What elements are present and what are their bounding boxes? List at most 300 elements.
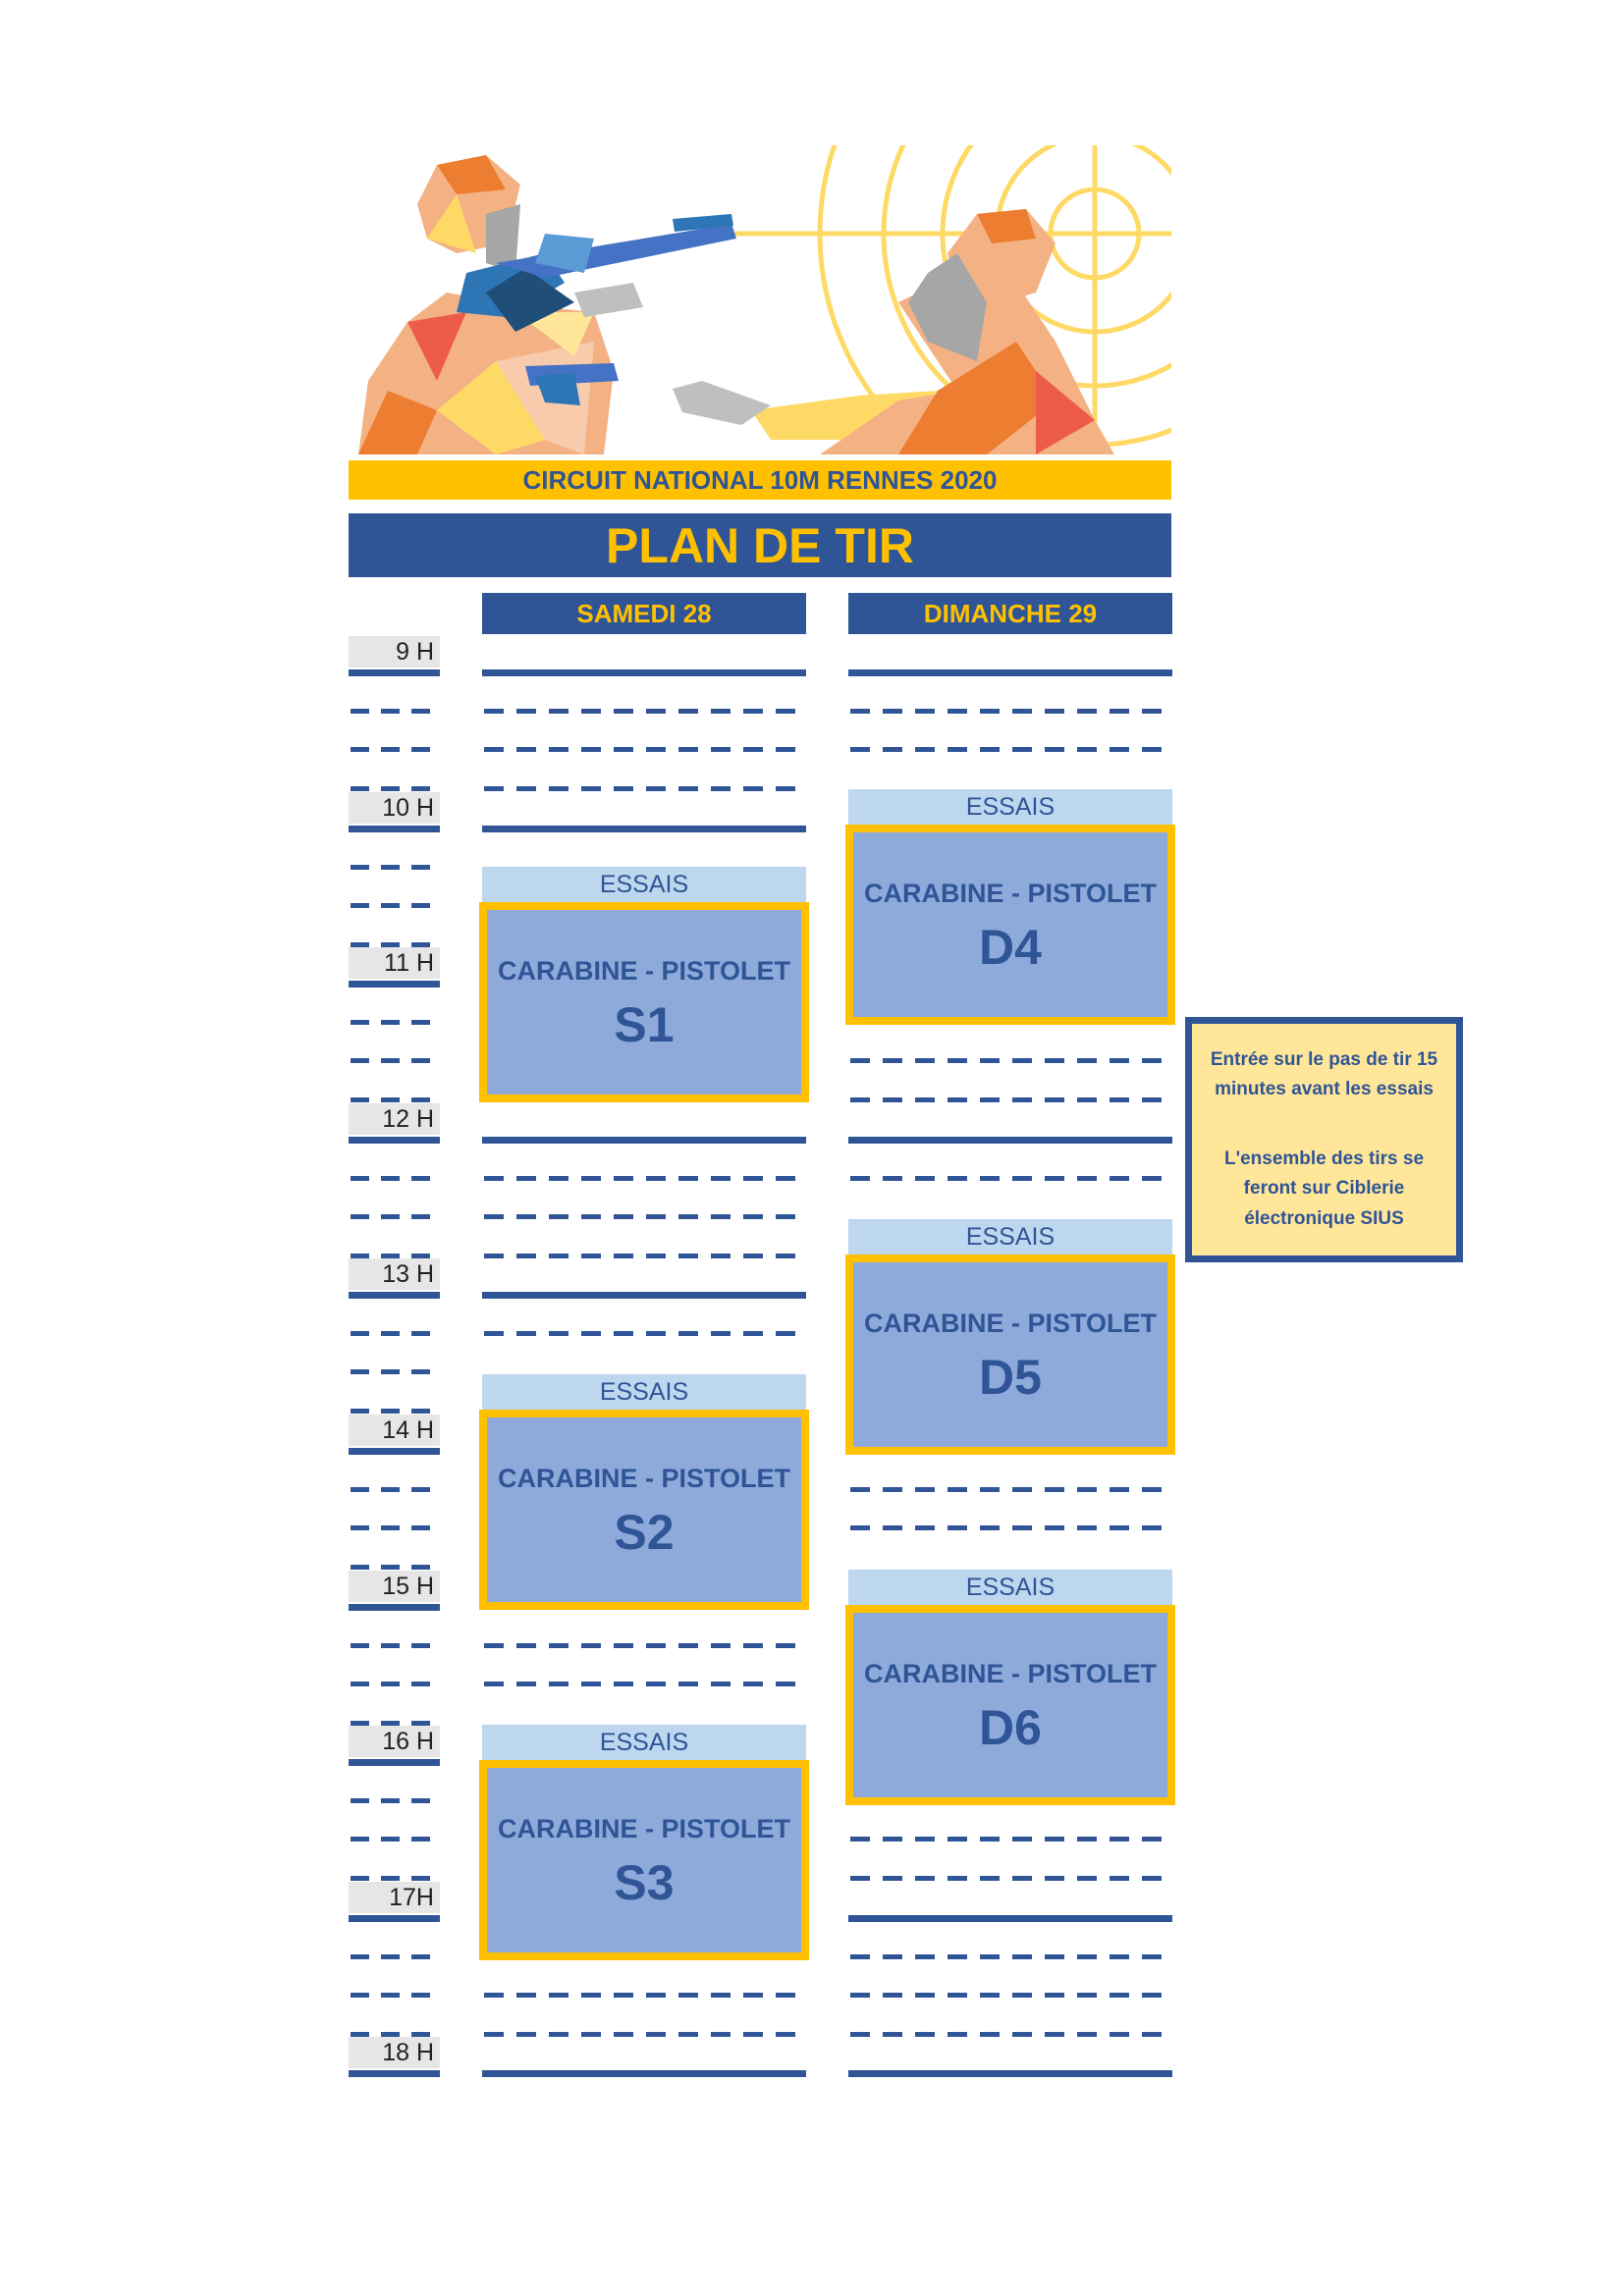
quarter-dash [549, 786, 568, 791]
quarter-dash [646, 1993, 666, 1998]
quarter-dash [776, 2032, 795, 2037]
essais-bar-s3: ESSAIS [482, 1725, 806, 1760]
quarter-dash [776, 709, 795, 714]
quarter-dash [549, 1331, 568, 1336]
quarter-dash [883, 1876, 902, 1881]
quarter-dash [581, 786, 601, 791]
quarter-dash [678, 1643, 698, 1648]
session-type: CARABINE - PISTOLET [497, 955, 790, 986]
quarter-dash [711, 1682, 731, 1686]
quarter-dash [646, 1643, 666, 1648]
essais-bar-s2: ESSAIS [482, 1374, 806, 1410]
quarter-dash [1142, 1954, 1162, 1959]
session-code: S3 [614, 1854, 675, 1910]
quarter-dash [1142, 709, 1162, 714]
quarter-dash [1077, 747, 1097, 752]
quarter-dash [411, 1798, 430, 1803]
quarter-dash [850, 1525, 870, 1530]
hour-line [848, 1915, 1172, 1922]
quarter-dash [411, 1682, 430, 1686]
quarter-dash [947, 1176, 967, 1181]
quarter-dash [351, 1682, 369, 1686]
quarter-dash [411, 1058, 430, 1063]
quarter-dash [1142, 1876, 1162, 1881]
quarter-dash [711, 1214, 731, 1219]
quarter-dash [351, 709, 369, 714]
quarter-dash [381, 786, 400, 791]
session-code: D6 [979, 1699, 1042, 1755]
quarter-dash [1142, 1176, 1162, 1181]
quarter-dash [915, 1837, 935, 1842]
quarter-dash [516, 747, 536, 752]
hour-line [482, 669, 806, 676]
quarter-dash [411, 1993, 430, 1998]
quarter-dash [915, 1058, 935, 1063]
quarter-dash [549, 1682, 568, 1686]
quarter-dash [776, 1176, 795, 1181]
note-electronic-targets: L'ensemble des tirs se feront sur Ciblerie électronique SIUS [1223, 1148, 1425, 1229]
hour-label: 17H [349, 1882, 440, 1913]
quarter-dash [411, 786, 430, 791]
quarter-dash [883, 747, 902, 752]
quarter-dash [614, 1643, 633, 1648]
hour-line [848, 669, 1172, 676]
quarter-dash [743, 1682, 763, 1686]
quarter-dash [1110, 1525, 1129, 1530]
quarter-dash [776, 1643, 795, 1648]
quarter-dash [411, 709, 430, 714]
quarter-dash [850, 709, 870, 714]
quarter-dash [1045, 1993, 1064, 1998]
quarter-dash [381, 1798, 400, 1803]
quarter-dash [1045, 1876, 1064, 1881]
quarter-dash [516, 1682, 536, 1686]
quarter-dash [743, 2032, 763, 2037]
quarter-dash [915, 1993, 935, 1998]
quarter-dash [484, 709, 504, 714]
hour-line [482, 826, 806, 832]
quarter-dash [549, 1643, 568, 1648]
quarter-dash [1012, 747, 1032, 752]
quarter-dash [351, 1020, 369, 1025]
quarter-dash [646, 1331, 666, 1336]
quarter-dash [1077, 1097, 1097, 1102]
quarter-dash [351, 1176, 369, 1181]
quarter-dash [516, 2032, 536, 2037]
hour-label: 18 H [349, 2037, 440, 2068]
quarter-dash [516, 1643, 536, 1648]
quarter-dash [711, 1993, 731, 1998]
day-header-saturday: SAMEDI 28 [482, 593, 806, 634]
quarter-dash [1012, 1058, 1032, 1063]
quarter-dash [351, 1876, 369, 1881]
quarter-dash [776, 1682, 795, 1686]
quarter-dash [1077, 1876, 1097, 1881]
quarter-dash [646, 747, 666, 752]
quarter-dash [1142, 1487, 1162, 1492]
quarter-dash [381, 1954, 400, 1959]
quarter-dash [484, 2032, 504, 2037]
quarter-dash [614, 2032, 633, 2037]
quarter-dash [883, 1176, 902, 1181]
quarter-dash [1045, 1097, 1064, 1102]
quarter-dash [711, 786, 731, 791]
quarter-dash [351, 1643, 369, 1648]
quarter-dash [614, 709, 633, 714]
quarter-dash [711, 2032, 731, 2037]
quarter-dash [351, 865, 369, 870]
quarter-dash [351, 1525, 369, 1530]
quarter-dash [549, 747, 568, 752]
quarter-dash [947, 747, 967, 752]
quarter-dash [915, 1176, 935, 1181]
quarter-dash [614, 1331, 633, 1336]
hour-label: 14 H [349, 1415, 440, 1446]
essais-bar-s1: ESSAIS [482, 867, 806, 902]
quarter-dash [980, 1876, 1000, 1881]
quarter-dash [411, 1525, 430, 1530]
quarter-dash [484, 1176, 504, 1181]
quarter-dash [581, 2032, 601, 2037]
quarter-dash [850, 1993, 870, 1998]
session-type: CARABINE - PISTOLET [497, 1813, 790, 1843]
quarter-dash [883, 1837, 902, 1842]
quarter-dash [1045, 1487, 1064, 1492]
quarter-dash [915, 1487, 935, 1492]
quarter-dash [381, 1993, 400, 1998]
quarter-dash [614, 1214, 633, 1219]
session-code: S2 [614, 1504, 675, 1560]
quarter-dash [516, 1254, 536, 1258]
quarter-dash [1045, 1058, 1064, 1063]
quarter-dash [411, 1020, 430, 1025]
quarter-dash [1110, 1954, 1129, 1959]
quarter-dash [1110, 2032, 1129, 2037]
quarter-dash [1142, 1058, 1162, 1063]
quarter-dash [516, 709, 536, 714]
quarter-dash [646, 709, 666, 714]
hour-line [482, 1292, 806, 1299]
quarter-dash [351, 1331, 369, 1336]
quarter-dash [776, 1331, 795, 1336]
quarter-dash [678, 1214, 698, 1219]
quarter-dash [1110, 1993, 1129, 1998]
shooters-illustration [349, 145, 1171, 454]
quarter-dash [711, 1643, 731, 1648]
hour-line [349, 981, 440, 988]
session-s1 [479, 902, 809, 1102]
quarter-dash [381, 1176, 400, 1181]
quarter-dash [743, 747, 763, 752]
quarter-dash [581, 709, 601, 714]
quarter-dash [1077, 1954, 1097, 1959]
quarter-dash [484, 1682, 504, 1686]
quarter-dash [850, 1837, 870, 1842]
quarter-dash [646, 1254, 666, 1258]
quarter-dash [947, 2032, 967, 2037]
quarter-dash [484, 747, 504, 752]
quarter-dash [1110, 1837, 1129, 1842]
quarter-dash [883, 1954, 902, 1959]
quarter-dash [1077, 2032, 1097, 2037]
quarter-dash [411, 1331, 430, 1336]
quarter-dash [516, 1331, 536, 1336]
quarter-dash [381, 1097, 400, 1102]
hour-line [349, 669, 440, 676]
quarter-dash [1045, 1954, 1064, 1959]
event-title-banner: CIRCUIT NATIONAL 10M RENNES 2020 [349, 460, 1171, 500]
quarter-dash [1012, 1876, 1032, 1881]
quarter-dash [614, 747, 633, 752]
session-d6 [845, 1605, 1175, 1805]
quarter-dash [381, 1837, 400, 1842]
quarter-dash [980, 1837, 1000, 1842]
session-code: S1 [614, 996, 675, 1052]
quarter-dash [1142, 1993, 1162, 1998]
quarter-dash [351, 903, 369, 908]
hour-line [482, 1137, 806, 1144]
quarter-dash [678, 1254, 698, 1258]
quarter-dash [411, 1954, 430, 1959]
quarter-dash [947, 1837, 967, 1842]
quarter-dash [1012, 1097, 1032, 1102]
hour-line [349, 1137, 440, 1144]
quarter-dash [980, 1993, 1000, 1998]
quarter-dash [411, 1643, 430, 1648]
quarter-dash [549, 709, 568, 714]
quarter-dash [351, 1993, 369, 1998]
quarter-dash [743, 1176, 763, 1181]
quarter-dash [646, 1176, 666, 1181]
quarter-dash [1012, 1176, 1032, 1181]
quarter-dash [678, 1176, 698, 1181]
quarter-dash [678, 1682, 698, 1686]
quarter-dash [381, 1643, 400, 1648]
info-note [1185, 1017, 1463, 1262]
quarter-dash [1110, 1487, 1129, 1492]
quarter-dash [1110, 1176, 1129, 1181]
hour-line [349, 1292, 440, 1299]
quarter-dash [411, 1369, 430, 1374]
session-type: CARABINE - PISTOLET [863, 878, 1157, 908]
quarter-dash [980, 1487, 1000, 1492]
hour-line [848, 2070, 1172, 2077]
hour-label: 9 H [349, 636, 440, 667]
note-entry: Entrée sur le pas de tir 15 minutes avant les essais [1210, 1049, 1438, 1100]
quarter-dash [381, 1487, 400, 1492]
quarter-dash [381, 1331, 400, 1336]
quarter-dash [1077, 1176, 1097, 1181]
quarter-dash [850, 1176, 870, 1181]
quarter-dash [1077, 1837, 1097, 1842]
hour-line [349, 826, 440, 832]
essais-bar-d6: ESSAIS [848, 1570, 1172, 1605]
quarter-dash [549, 1993, 568, 1998]
quarter-dash [411, 903, 430, 908]
quarter-dash [581, 747, 601, 752]
quarter-dash [381, 865, 400, 870]
quarter-dash [581, 1176, 601, 1181]
quarter-dash [1077, 1487, 1097, 1492]
quarter-dash [711, 1176, 731, 1181]
session-type: CARABINE - PISTOLET [863, 1658, 1157, 1688]
quarter-dash [1142, 1097, 1162, 1102]
quarter-dash [614, 1993, 633, 1998]
quarter-dash [850, 1097, 870, 1102]
quarter-dash [381, 903, 400, 908]
quarter-dash [381, 1020, 400, 1025]
hour-label: 13 H [349, 1258, 440, 1290]
quarter-dash [411, 1876, 430, 1881]
quarter-dash [484, 1993, 504, 1998]
day-header-sunday: DIMANCHE 29 [848, 593, 1172, 634]
hour-line [349, 1759, 440, 1766]
quarter-dash [915, 709, 935, 714]
session-code: D5 [979, 1349, 1042, 1405]
quarter-dash [980, 747, 1000, 752]
quarter-dash [678, 747, 698, 752]
quarter-dash [947, 1097, 967, 1102]
quarter-dash [581, 1682, 601, 1686]
quarter-dash [516, 1214, 536, 1219]
quarter-dash [381, 1565, 400, 1570]
quarter-dash [980, 1525, 1000, 1530]
quarter-dash [351, 1565, 369, 1570]
quarter-dash [711, 747, 731, 752]
quarter-dash [947, 1876, 967, 1881]
session-type: CARABINE - PISTOLET [497, 1463, 790, 1493]
session-d5 [845, 1255, 1175, 1455]
hour-line [349, 1448, 440, 1455]
quarter-dash [646, 1682, 666, 1686]
quarter-dash [850, 2032, 870, 2037]
hour-label: 10 H [349, 792, 440, 824]
quarter-dash [381, 747, 400, 752]
quarter-dash [743, 1254, 763, 1258]
quarter-dash [1077, 1993, 1097, 1998]
quarter-dash [1012, 2032, 1032, 2037]
quarter-dash [549, 1254, 568, 1258]
quarter-dash [614, 1254, 633, 1258]
quarter-dash [381, 1682, 400, 1686]
quarter-dash [1077, 709, 1097, 714]
quarter-dash [1045, 1525, 1064, 1530]
quarter-dash [381, 1369, 400, 1374]
quarter-dash [776, 747, 795, 752]
quarter-dash [1110, 1876, 1129, 1881]
quarter-dash [711, 709, 731, 714]
quarter-dash [743, 1331, 763, 1336]
quarter-dash [850, 1058, 870, 1063]
quarter-dash [743, 1643, 763, 1648]
quarter-dash [581, 1993, 601, 1998]
quarter-dash [351, 747, 369, 752]
session-code: D4 [979, 919, 1042, 975]
quarter-dash [484, 786, 504, 791]
quarter-dash [776, 1214, 795, 1219]
quarter-dash [678, 2032, 698, 2037]
quarter-dash [947, 1058, 967, 1063]
quarter-dash [381, 1409, 400, 1414]
quarter-dash [883, 1487, 902, 1492]
quarter-dash [678, 709, 698, 714]
quarter-dash [351, 1954, 369, 1959]
quarter-dash [516, 1993, 536, 1998]
hour-line [848, 1137, 1172, 1144]
quarter-dash [743, 1993, 763, 1998]
quarter-dash [381, 1525, 400, 1530]
quarter-dash [646, 2032, 666, 2037]
essais-bar-d4: ESSAIS [848, 789, 1172, 825]
quarter-dash [678, 1993, 698, 1998]
quarter-dash [484, 1331, 504, 1336]
quarter-dash [411, 1097, 430, 1102]
quarter-dash [484, 1643, 504, 1648]
quarter-dash [484, 1254, 504, 1258]
hour-line [349, 2070, 440, 2077]
quarter-dash [1142, 2032, 1162, 2037]
quarter-dash [411, 1837, 430, 1842]
quarter-dash [1110, 1097, 1129, 1102]
quarter-dash [381, 1876, 400, 1881]
essais-bar-d5: ESSAIS [848, 1219, 1172, 1255]
quarter-dash [1012, 1525, 1032, 1530]
quarter-dash [915, 1954, 935, 1959]
quarter-dash [351, 1487, 369, 1492]
quarter-dash [1142, 1837, 1162, 1842]
quarter-dash [743, 1214, 763, 1219]
quarter-dash [381, 1058, 400, 1063]
quarter-dash [381, 1214, 400, 1219]
quarter-dash [581, 1254, 601, 1258]
quarter-dash [614, 1682, 633, 1686]
quarter-dash [883, 709, 902, 714]
quarter-dash [581, 1643, 601, 1648]
quarter-dash [980, 2032, 1000, 2037]
quarter-dash [581, 1331, 601, 1336]
quarter-dash [915, 747, 935, 752]
quarter-dash [1012, 1993, 1032, 1998]
quarter-dash [411, 1214, 430, 1219]
hour-line [349, 1604, 440, 1611]
quarter-dash [484, 1214, 504, 1219]
hour-line [482, 2070, 806, 2077]
quarter-dash [411, 1487, 430, 1492]
quarter-dash [1045, 747, 1064, 752]
quarter-dash [351, 786, 369, 791]
quarter-dash [947, 1487, 967, 1492]
quarter-dash [915, 2032, 935, 2037]
session-type: CARABINE - PISTOLET [863, 1308, 1157, 1338]
quarter-dash [581, 1214, 601, 1219]
quarter-dash [915, 1097, 935, 1102]
quarter-dash [776, 1254, 795, 1258]
quarter-dash [980, 709, 1000, 714]
quarter-dash [947, 709, 967, 714]
quarter-dash [883, 1993, 902, 1998]
session-s2 [479, 1410, 809, 1610]
quarter-dash [411, 865, 430, 870]
quarter-dash [776, 786, 795, 791]
quarter-dash [614, 1176, 633, 1181]
quarter-dash [850, 1876, 870, 1881]
quarter-dash [411, 1409, 430, 1414]
quarter-dash [411, 1176, 430, 1181]
hour-line [349, 1915, 440, 1922]
quarter-dash [947, 1954, 967, 1959]
quarter-dash [1045, 1176, 1064, 1181]
quarter-dash [1142, 1525, 1162, 1530]
